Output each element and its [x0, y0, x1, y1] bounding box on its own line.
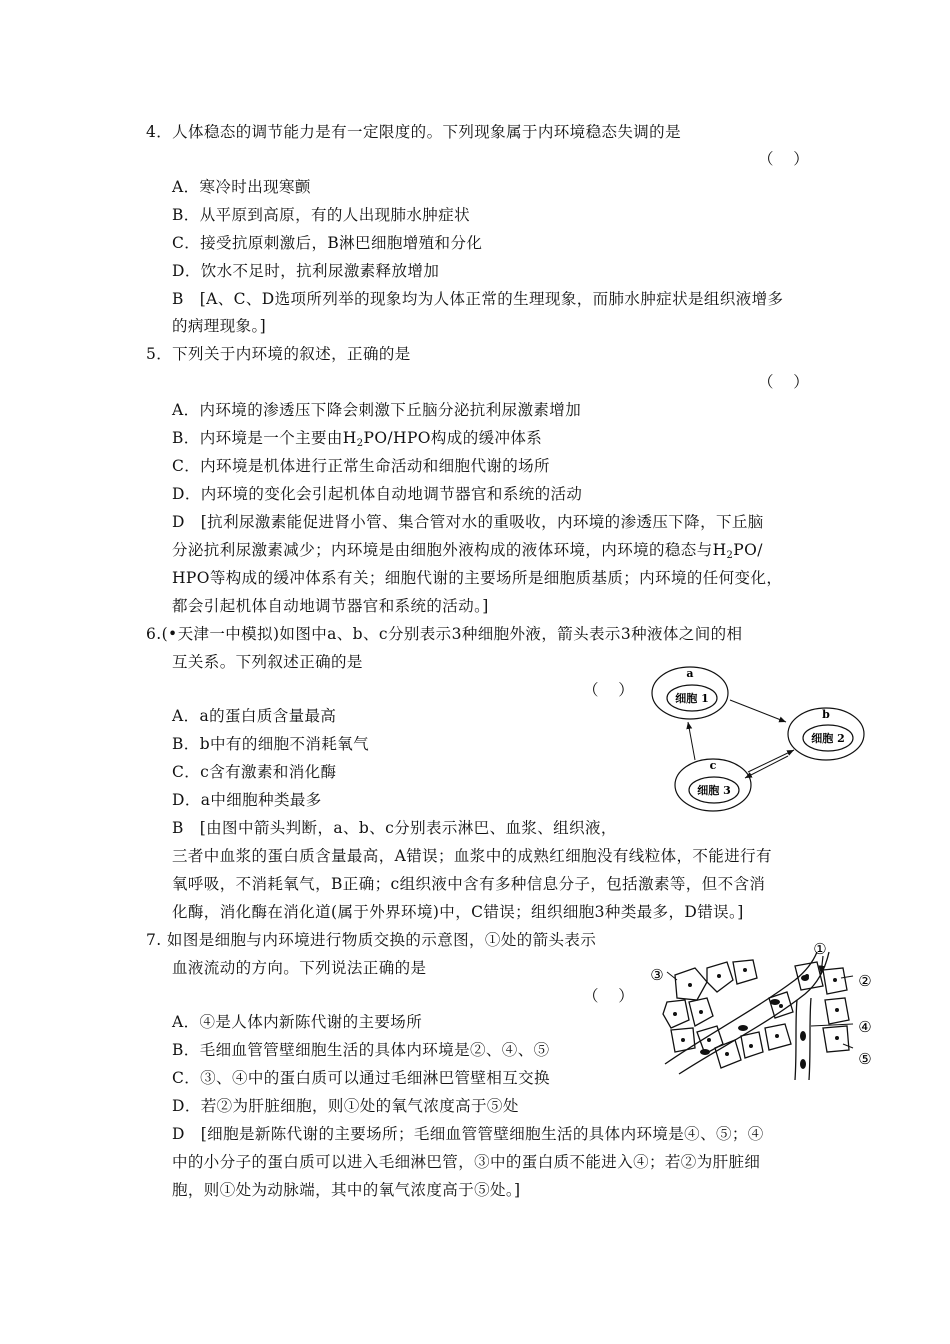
q5-paren: （ ） [758, 373, 809, 391]
diagram-node-a [652, 667, 728, 719]
q7-answer-line1: D [细胞是新陈代谢的主要场所；毛细血管管壁细胞生活的具体内环境是④、⑤；④ [172, 1125, 764, 1143]
q6-option-d: D．a中细胞种类最多 [172, 791, 322, 809]
q7-option-c: C．③、④中的蛋白质可以通过毛细淋巴管壁相互交换 [172, 1069, 550, 1087]
q7-option-b: B．毛细血管管壁细胞生活的具体内环境是②、④、⑤ [172, 1041, 550, 1059]
arrow-b-to-c [745, 756, 788, 778]
arrow-c-to-a [688, 722, 695, 760]
label-4: ④ [858, 1018, 872, 1036]
q7-stem-line1: 7. 如图是细胞与内环境进行物质交换的示意图，①处的箭头表示 [146, 931, 597, 949]
node-a-cell: 细胞 1 [675, 692, 709, 705]
q4-option-c: C．接受抗原刺激后，B淋巴细胞增殖和分化 [172, 234, 483, 252]
label-5: ⑤ [858, 1050, 872, 1068]
q7-answer-line3: 胞，则①处为动脉端，其中的氧气浓度高于⑤处。] [172, 1181, 521, 1199]
q4-answer-line2: 的病理现象。] [172, 317, 267, 335]
label-3: ③ [650, 966, 664, 984]
q6-option-c: C．c含有激素和消化酶 [172, 763, 337, 781]
q7-stem-line2: 血液流动的方向。下列说法正确的是 [172, 959, 427, 977]
q5-option-b: B．内环境是一个主要由$H_2PO$/HPO构成的缓冲体系 [172, 429, 543, 449]
q6-fluid-diagram [640, 660, 880, 820]
q5-stem: 5．下列关于内环境的叙述，正确的是 [146, 345, 411, 363]
node-b-cell: 细胞 2 [811, 732, 845, 745]
node-c-label: c [709, 759, 717, 772]
q7-option-a: A．④是人体内新陈代谢的主要场所 [172, 1013, 423, 1031]
q7-paren: （ ） [583, 987, 634, 1005]
q7-answer-line2: 中的小分子的蛋白质可以进入毛细淋巴管，③中的蛋白质不能进入④；若②为肝脏细 [172, 1153, 761, 1171]
arrow-a-to-b [730, 700, 786, 722]
diagram-node-b [788, 708, 864, 760]
node-c-cell: 细胞 3 [697, 784, 731, 797]
q6-paren: （ ） [583, 681, 634, 699]
arrow-c-to-b [748, 750, 794, 772]
q4-option-d: D．饮水不足时，抗利尿激素释放增加 [172, 262, 440, 280]
q5-answer-line3: HPO等构成的缓冲体系有关；细胞代谢的主要场所是细胞质基质；内环境的任何变化， [172, 569, 783, 587]
q5-answer-line1: D [抗利尿激素能促进肾小管、集合管对水的重吸收，内环境的渗透压下降，下丘脑 [172, 513, 764, 531]
q6-option-b: B．b中有的细胞不消耗氧气 [172, 735, 370, 753]
q4-option-b: B．从平原到高原，有的人出现肺水肿症状 [172, 206, 470, 224]
q6-option-a: A．a的蛋白质含量最高 [172, 707, 337, 725]
q6-answer-line3: 氧呼吸，不消耗氧气，B正确；c组织液中含有多种信息分子，包括激素等，但不含消 [172, 875, 766, 893]
node-a-label: a [686, 667, 694, 680]
q7-option-d: D．若②为肝脏细胞，则①处的氧气浓度高于⑤处 [172, 1097, 519, 1115]
node-b-label: b [822, 708, 830, 721]
q5-option-a: A．内环境的渗透压下降会刺激下丘脑分泌抗利尿激素增加 [172, 401, 582, 419]
q6-answer-line1: B [由图中箭头判断，a、b、c分别表示淋巴、血浆、组织液， [172, 819, 617, 837]
q6-answer-line2: 三者中血浆的蛋白质含量最高，A错误；血浆中的成熟红细胞没有线粒体，不能进行有 [172, 847, 772, 865]
q7-tissue-diagram [645, 940, 885, 1085]
label-2: ② [858, 972, 872, 990]
q5-option-c: C．内环境是机体进行正常生命活动和细胞代谢的场所 [172, 457, 550, 475]
q6-answer-line4: 化酶，消化酶在消化道(属于外界环境)中，C错误；组织细胞3种类最多，D错误。] [172, 903, 744, 921]
q4-answer-line1: B [A、C、D选项所列举的现象均为人体正常的生理现象，而肺水肿症状是组织液增多 [172, 290, 784, 308]
diagram-node-c [675, 759, 751, 811]
q4-stem: 4．人体稳态的调节能力是有一定限度的。下列现象属于内环境稳态失调的是 [146, 123, 681, 141]
q6-stem-line1: 6.(•天津一中模拟)如图中a、b、c分别表示3种细胞外液，箭头表示3种液体之间的相 [146, 625, 743, 643]
q4-option-a: A．寒冷时出现寒颤 [172, 178, 311, 196]
q5-answer-line4: 都会引起机体自动地调节器官和系统的活动。] [172, 597, 489, 615]
q5-answer-line2: 分泌抗利尿激素减少；内环境是由细胞外液构成的液体环境，内环境的稳态与$H_2PO/$ [172, 541, 763, 561]
q4-paren: （ ） [758, 150, 809, 168]
q5-option-d: D．内环境的变化会引起机体自动地调节器官和系统的活动 [172, 485, 583, 503]
label-1: ① [813, 940, 827, 958]
q6-stem-line2: 互关系。下列叙述正确的是 [172, 653, 363, 671]
